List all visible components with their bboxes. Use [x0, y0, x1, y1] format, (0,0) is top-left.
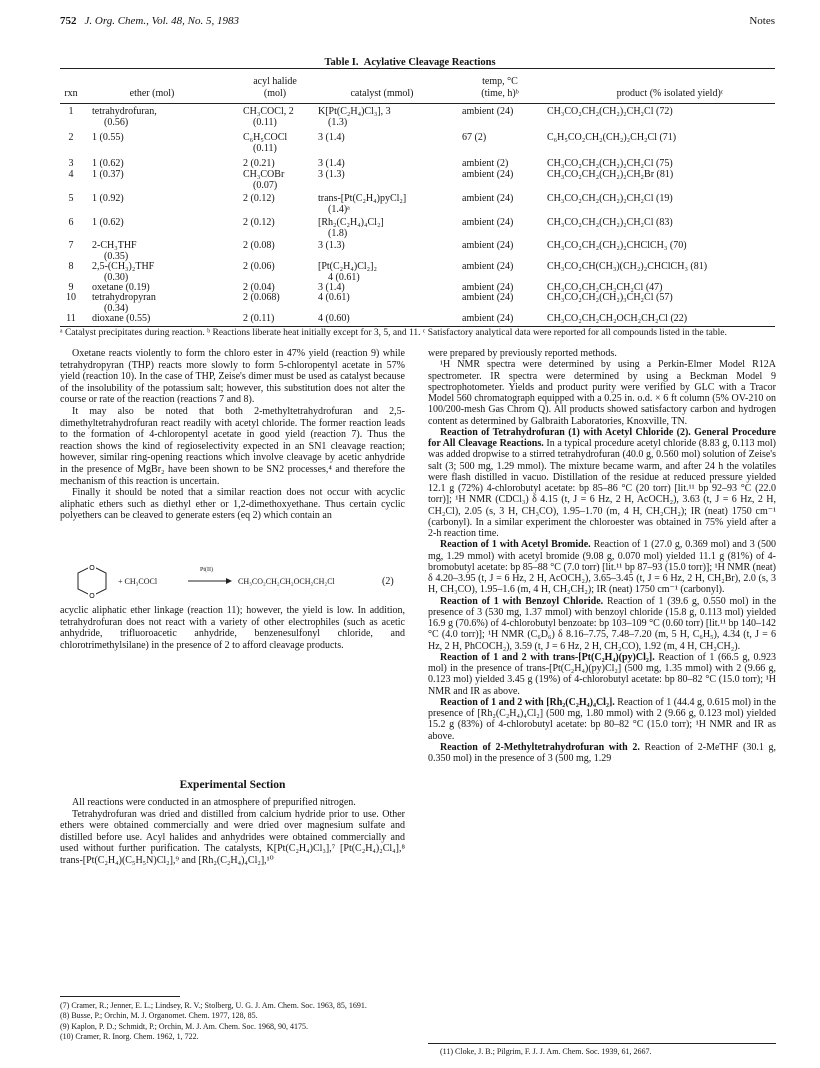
cell-catalyst-line: 4 (0.61) [328, 271, 360, 283]
cell-acyl-halide-line: 2 (0.04) [243, 282, 275, 293]
cell-catalyst [318, 218, 468, 239]
paragraph [428, 652, 776, 697]
cell-catalyst-line: (1.3) [328, 116, 348, 128]
right-footnote: (11) Cloke, J. B.; Pilgrim, F. J. J. Am. Chem. Soc. 1939, 61, 2667. [440, 1047, 652, 1056]
cell-ether [92, 159, 262, 170]
col-header-acyl-1: acyl halide [253, 76, 297, 87]
cell-product [547, 218, 807, 229]
cell-acyl-halide-line: 2 (0.068) [243, 292, 280, 303]
col-header-ether: ether (mol) [129, 88, 175, 99]
paragraph: Finally it should be noted that a similar reaction does not occur with acyclic aliphatic ethers such as diethyl ether or 1,2-dimethoxyethane. Thus certain cyclic polyethers can be cleaved to generate esters (eq 2) which contain an [60, 487, 405, 522]
cell-product [547, 241, 807, 252]
cell-acyl-halide-line: (0.11) [253, 116, 277, 128]
cell-ether-line: dioxane (0.55) [92, 313, 151, 324]
cell-ether-line: 1 (0.37) [92, 169, 124, 180]
cell-catalyst [318, 170, 468, 181]
col-header-rxn: rxn [64, 88, 78, 99]
cell-product-line: CH₃CO₂CH₂CH₂CH₂Cl (47) [547, 282, 663, 293]
cell-acyl-halide-line: 2 (0.12) [243, 193, 275, 204]
cell-catalyst-line: trans-[Pt(C₂H₄)pyCl₂] [318, 193, 407, 204]
cell-catalyst [318, 293, 468, 304]
paragraph [428, 539, 776, 595]
cell-catalyst [318, 194, 468, 215]
cell-catalyst-line: 3 (1.3) [318, 169, 345, 180]
cell-ether-line: 1 (0.62) [92, 217, 124, 228]
cell-catalyst [318, 262, 468, 283]
cell-temp-line: ambient (2) [462, 158, 509, 169]
page-number: 752 [60, 15, 77, 27]
col-header-acyl-2: (mol) [263, 88, 287, 99]
paragraph: Oxetane reacts violently to form the chloro ester in 47% yield (reaction 9) while tetrahydropyran (THP) reacts more slowly to form 5-chloropentyl acetate in 57% yield (reaction 10). In the case of THP, Zeise's dimer must be used as catalyst because of the insolubility of the potassium salt; however, this substitution does not alter the course or rate of the reaction (reactions 7 and 8). [60, 348, 405, 406]
cell-rxn-line: 2 [68, 132, 74, 143]
cell-catalyst [318, 241, 468, 252]
col-header-product: product (% isolated yield)ᶜ [616, 88, 724, 99]
cell-product-line: CH₃CO₂CH₂(CH₂)₂CH₂Cl (19) [547, 193, 673, 204]
cell-acyl-halide-line: C₆H₅COCl [243, 132, 288, 143]
subheading: Reaction of 1 with Acetyl Bromide. [440, 539, 591, 551]
running-header [60, 15, 775, 35]
eq-product: CH₃CO₂CH₂CH₂OCH₂CH₂Cl [238, 577, 335, 586]
col-header-catalyst: catalyst (mmol) [350, 88, 414, 99]
paragraph-text: Reaction of 2-MeTHF (30.1 g, 0.350 mol) in the presence of 3 (500 mg, 1.29 [428, 741, 776, 764]
cell-rxn-line: 8 [68, 261, 74, 272]
cell-catalyst [318, 107, 468, 128]
paragraph [428, 596, 776, 652]
cell-catalyst-line: (1.4)ᵃ [328, 203, 350, 215]
cell-catalyst-line: 4 (0.60) [318, 313, 350, 324]
cell-acyl-halide-line: 2 (0.11) [243, 313, 275, 324]
cell-product [547, 107, 807, 118]
table-caption [0, 57, 820, 68]
left-column-mid [60, 605, 405, 651]
cell-product [547, 194, 807, 205]
cell-rxn [60, 262, 82, 273]
col-header-temp-1: temp, °C [482, 76, 518, 87]
cell-ether-line: (0.56) [104, 116, 129, 128]
table-header [60, 69, 775, 103]
cell-rxn [60, 170, 82, 181]
cell-product-line: CH₃CO₂CH₂CH₂OCH₂CH₂Cl (22) [547, 313, 688, 324]
cell-catalyst-line: 3 (1.4) [318, 132, 345, 143]
cell-acyl-halide-line: 2 (0.12) [243, 217, 275, 228]
cell-catalyst [318, 159, 468, 170]
paragraph [428, 742, 776, 765]
cell-acyl-halide-line: (0.11) [253, 142, 277, 154]
section-label: Notes [749, 15, 775, 27]
cell-rxn-line: 5 [68, 193, 74, 204]
paragraph-text: In a typical procedure acetyl chloride (8.83 g, 0.113 mol) was added dropwise to a stirred tetrahydrofuran (40.0 g, 0.560 mol) solution of Zeise's salt (3; 500 mg, 1.29 mmol). The mixture became warm, and after 24 h the volatiles were flash distilled in vacuo. Distillation of the residue at reduced pressure yielded 12.1 g (72%) 4-chlorobutyl acetate: bp 85–86 °C (20 torr) [lit.¹¹ bp 92–93 °C (22.0 torr)]; ¹H NMR (CDCl₃) δ 4.15 (t, J = 6 Hz, 2 H, AcOCH₂), 3.63 (t, J = 6 Hz, 2 H, CH₂Cl), 2.05 (s, 3 H, CH₃CO), 1.95–1.70 (m, 4 H, CH₂CH₂); IR (neat) 1750 cm⁻¹ (carbonyl). In a similar experiment the chloroester was obtained in 75% yield after a 2-h reaction time. [428, 438, 776, 539]
cell-temp-line: 67 (2) [462, 132, 487, 143]
cell-ether-line: tetrahydropyran [92, 292, 156, 303]
paragraph: were prepared by previously reported methods. [428, 348, 617, 359]
cell-catalyst-line: [Pt(C₂H₄)Cl₂]₂ [318, 261, 377, 272]
cell-rxn [60, 293, 82, 304]
cell-acyl-halide-line: CH₃COCl, 2 [243, 106, 294, 117]
cell-rxn [60, 241, 82, 252]
cell-ether [92, 293, 262, 314]
reaction-table [60, 68, 775, 339]
cell-ether-line: 2-CH₃THF [92, 240, 137, 251]
cell-ether [92, 133, 262, 144]
eq-number: (2) [382, 576, 394, 587]
cell-temp-line: ambient (24) [462, 240, 514, 251]
cell-rxn-line: 9 [68, 282, 74, 293]
cell-ether-line: 2,5-(CH₃)₂THF [92, 261, 155, 272]
cell-ether [92, 107, 262, 128]
subheading: Reaction of 1 and 2 with [Rh₂(C₂H₄)₄Cl₂]. [440, 696, 615, 708]
table-title: Acylative Cleavage Reactions [363, 57, 496, 68]
paragraph [428, 697, 776, 742]
svg-text:O: O [89, 593, 95, 599]
cell-ether-line: tetrahydrofuran, [92, 106, 157, 117]
cell-rxn-line: 7 [68, 240, 74, 251]
cell-product [547, 159, 807, 170]
cell-product [547, 314, 807, 325]
cell-rxn-line: 10 [66, 292, 76, 303]
cell-product-line: CH₃CO₂CH(CH₃)(CH₂)₂CHClCH₃ (81) [547, 261, 708, 272]
cell-product-line: CH₃CO₂CH₂(CH₂)₃CH₂Cl (57) [547, 292, 673, 303]
eq-catalyst: Pt(II) [200, 567, 213, 573]
footnote: (9) Kaplon, P. D.; Schmidt, P.; Orchin, M. J. Am. Chem. Soc. 1968, 90, 4175. [60, 1021, 309, 1031]
paragraph-text: Reaction of 1 (27.0 g, 0.369 mol) and 3 (500 mg, 1.29 mmol) with acetyl bromide (9.08 g, 0.070 mol) yielded 11.1 g (81%) of 4-bromobutyl acetate: bp 85–88 °C (7.0 torr) [lit.¹¹ bp 87–93 (15.0 torr)]; ¹H NMR (neat) δ 4.20–3.95 (t, J = 6 Hz, 2 H, AcOCH₂), 3.65–3.45 (t, J = 6 Hz, 2 H, CH₂Br), 2.0 (s, 3 H, CH₃CO), 1.95–1.6 (m, 4 H, CH₂CH₂); IR (neat) 1750 cm⁻¹ (carbonyl). [428, 539, 776, 596]
cell-acyl-halide-line: CH₃COBr [243, 169, 285, 180]
table-label: Table I. [324, 57, 359, 68]
dioxane-structure [72, 563, 112, 599]
reaction-arrow-icon [188, 577, 232, 585]
cell-ether-line: 1 (0.92) [92, 193, 124, 204]
left-column-experimental [60, 797, 405, 867]
footnote-rule [60, 996, 180, 997]
cell-ether-line: (0.34) [104, 302, 129, 314]
cell-rxn [60, 133, 82, 144]
left-footnotes [60, 1001, 405, 1042]
subheading: Reaction of Tetrahydrofuran (1) with Acetyl Chloride (2). General Procedure for All Cleavage Reactions. [428, 426, 776, 449]
cell-temp-line: ambient (24) [462, 261, 514, 272]
subheading: Reaction of 2-Methyltetrahydrofuran with 2. [440, 741, 640, 753]
cell-product-line: CH₃CO₂CH₂(CH₂)₂CH₂Br (81) [547, 169, 674, 180]
right-column [428, 348, 776, 764]
cell-product [547, 293, 807, 304]
cell-ether-line: (0.30) [104, 271, 129, 283]
cell-temp-line: ambient (24) [462, 169, 514, 180]
cell-catalyst-line: K[Pt(C₂H₄)Cl₃], 3 [318, 106, 391, 117]
cell-catalyst-line: 3 (1.4) [318, 282, 345, 293]
cell-product [547, 133, 807, 144]
cell-catalyst [318, 314, 468, 325]
cell-temp-line: ambient (24) [462, 292, 514, 303]
cell-rxn [60, 314, 82, 325]
footnote: (7) Cramer, R.; Jenner, E. L.; Lindsey, R. V.; Stolberg, U. G. J. Am. Chem. Soc. 1963, 85, 1691. [60, 1001, 367, 1010]
cell-catalyst-line: 3 (1.4) [318, 158, 345, 169]
cell-temp-line: ambient (24) [462, 106, 514, 117]
cell-catalyst-line: 3 (1.3) [318, 240, 345, 251]
eq-reagent: + CH₃COCl [118, 577, 158, 586]
paragraph-text: Reaction of 1 (39.6 g, 0.550 mol) in the presence of 3 (530 mg, 1.37 mmol) with benzoyl chloride (15.8 g, 0.113 mol) yielded 16.9 g (70.6%) of 4-chlorobutyl benzoate: bp 103–109 °C (0.60 torr) [lit.¹¹ bp 140–142 °C (4.0 torr)]; ¹H NMR (C₆D₆) δ 8.16–7.75, 7.48–7.20 (m, 5 H, C₆H₅), 4.34 (t, J = 6 Hz, 2 H, PhCOCH₂), 3.59 (t, J = 6 Hz, 2 H, CH₂CO), 1.92 (m, 4 H, CH₂CH₂). [428, 595, 777, 652]
cell-catalyst-line: [Rh₂(C₂H₄)₄Cl₂] [318, 217, 384, 228]
cell-product-line: CH₃CO₂CH₂(CH₂)₂CHClCH₃ (70) [547, 240, 687, 251]
footnote: (8) Busse, P.; Orchin, M. J. Organomet. Chem. 1977, 128, 85. [60, 1011, 258, 1021]
left-column-top [60, 348, 405, 522]
cell-catalyst-line: (1.8) [328, 227, 348, 239]
equation-2 [60, 563, 405, 599]
subheading: Reaction of 1 and 2 with trans-[Pt(C₂H₄)(py)Cl₂]. [440, 651, 655, 663]
table-footnote: ᵃ Catalyst precipitates during reaction. ᵇ Reactions liberate heat initially except for 3, 5, and 11. ᶜ Satisfactory analytical data were reported for all compounds listed in the table. [60, 328, 727, 338]
cell-acyl-halide-line: 2 (0.08) [243, 240, 275, 251]
cell-rxn [60, 194, 82, 205]
cell-ether-line: 1 (0.62) [92, 158, 124, 169]
cell-acyl-halide-line: (0.07) [253, 179, 278, 191]
cell-product-line: C₆H₅CO₂CH₂(CH₂)₂CH₂Cl (71) [547, 132, 677, 143]
journal-citation: J. Org. Chem., Vol. 48, No. 5, 1983 [84, 15, 240, 27]
cell-temp-line: ambient (24) [462, 282, 514, 293]
cell-ether [92, 241, 262, 262]
cell-rxn [60, 218, 82, 229]
cell-rxn [60, 107, 82, 118]
table-body [60, 104, 775, 326]
cell-temp-line: ambient (24) [462, 313, 514, 324]
cell-acyl-halide-line: 2 (0.06) [243, 261, 275, 272]
paragraph-text: Reaction of 1 (44.4 g, 0.615 mol) in the presence of [Rh₂(C₂H₄)₄Cl₂] (500 mg, 1.80 mmol) with 2 (9.66 g, 0.123 mol) yielded 15.2 g (83%) of 4-chlorobutyl acetate: bp 80–82 °C (15.0 torr); ¹H NMR and IR as above. [428, 696, 776, 742]
svg-text:O: O [89, 565, 95, 572]
cell-rxn-line: 1 [68, 106, 74, 117]
cell-ether [92, 194, 262, 205]
paragraph: acyclic aliphatic ether linkage (reaction 11); however, the yield is low. In addition, tetrahydrofuran does not react with a variety of other electrophiles (such as acetic anhydride, trifluoroacetic anhydride, benzenesulfonyl chloride, and chlorotrimethylsilane) in the presence of 2 to afford cleavage products. [60, 605, 405, 651]
cell-ether [92, 262, 262, 283]
cell-product-line: CH₃CO₂CH₂(CH₂)₂CH₂Cl (75) [547, 158, 673, 169]
paragraph: It may also be noted that both 2-methyltetrahydrofuran and 2,5-dimethyltetrahydrofuran react readily with acetyl chloride. The former reaction leads to the formation of 4-chloropentyl acetate in good yield (reaction 7). Thus the reaction shows the kind of regioselectivity expected in an SN1 cleavage reaction; however, similar ring-opening reactions which involve cleavage by acetic anhydride in the presence of MgBr₂ have been shown to be SN2 processes,⁴ and therefore the mechanism of this reaction is uncertain. [60, 405, 405, 487]
footnote: (10) Cramer, R. Inorg. Chem. 1962, 1, 722. [60, 1031, 199, 1041]
cell-rxn [60, 159, 82, 170]
cell-product [547, 170, 807, 181]
paragraph: ¹H NMR spectra were determined by using a Perkin-Elmer Model R12A spectrometer. IR spectra were determined by using a Beckman Model 9 spectrophotometer. Yields and product purity were verified by GLC with a Tracor Model 560 chromatograph equipped with a 0.25 in. o.d. × 6 ft column (5% OV-210 on 100/200-mesh Gas Chrom Q). All products showed satisfactory carbon and hydrogen content as determined by Galbraith Laboratories, Knoxville, TN. [428, 359, 776, 427]
cell-product-line: CH₃CO₂CH₂(CH₂)₂CH₂Cl (72) [547, 106, 673, 117]
cell-product [547, 262, 807, 273]
footnote-rule [428, 1043, 776, 1044]
cell-ether [92, 218, 262, 229]
cell-acyl-halide-line: 2 (0.21) [243, 158, 275, 169]
cell-ether [92, 170, 262, 181]
cell-catalyst [318, 133, 468, 144]
cell-rxn-line: 11 [66, 313, 76, 324]
paragraph: All reactions were conducted in an atmosphere of prepurified nitrogen. [72, 797, 356, 808]
cell-rxn-line: 6 [68, 217, 74, 228]
paragraph: Tetrahydrofuran was dried and distilled from calcium hydride prior to use. Other ethers were obtained commercially and were dried over magnesium sulfate and distilled before use. Acyl halides and anhydrides were obtained commercially and used without further purification. The catalysts, K[Pt(C₂H₄)Cl₃],⁷ [Pt(C₂H₄)₂Cl₄],⁸ trans-[Pt(C₂H₄)(C₅H₅N)Cl₂],⁹ and [Rh₂(C₂H₄)₄Cl₂],¹⁰ [60, 808, 405, 866]
paragraph-text: Reaction of 1 (66.5 g, 0.923 mol) in the presence of trans-[Pt(C₂H₄)(py)Cl₂] (500 mg, 1.35 mmol) with 2 (9.66 g, 0.123 mol) yielded 3.45 g (19%) of 4-chlorobutyl acetate: bp 80–82 °C (15.0 torr); ¹H NMR and IR as above. [428, 651, 776, 697]
cell-ether-line: 1 (0.55) [92, 132, 124, 143]
paragraph [428, 427, 776, 540]
section-heading: Experimental Section [179, 779, 286, 791]
cell-product-line: CH₃CO₂CH₂(CH₂)₂CH₂Cl (83) [547, 217, 673, 228]
cell-catalyst-line: 4 (0.61) [318, 292, 350, 303]
cell-temp-line: ambient (24) [462, 193, 514, 204]
cell-temp-line: ambient (24) [462, 217, 514, 228]
col-header-temp-2: (time, h)ᵇ [481, 88, 519, 99]
cell-ether [92, 314, 262, 325]
cell-rxn-line: 3 [68, 158, 74, 169]
subheading: Reaction of 1 with Benzoyl Chloride. [440, 595, 604, 607]
cell-rxn-line: 4 [68, 169, 74, 180]
cell-ether-line: oxetane (0.19) [92, 282, 150, 293]
cell-ether-line: (0.35) [104, 250, 129, 262]
